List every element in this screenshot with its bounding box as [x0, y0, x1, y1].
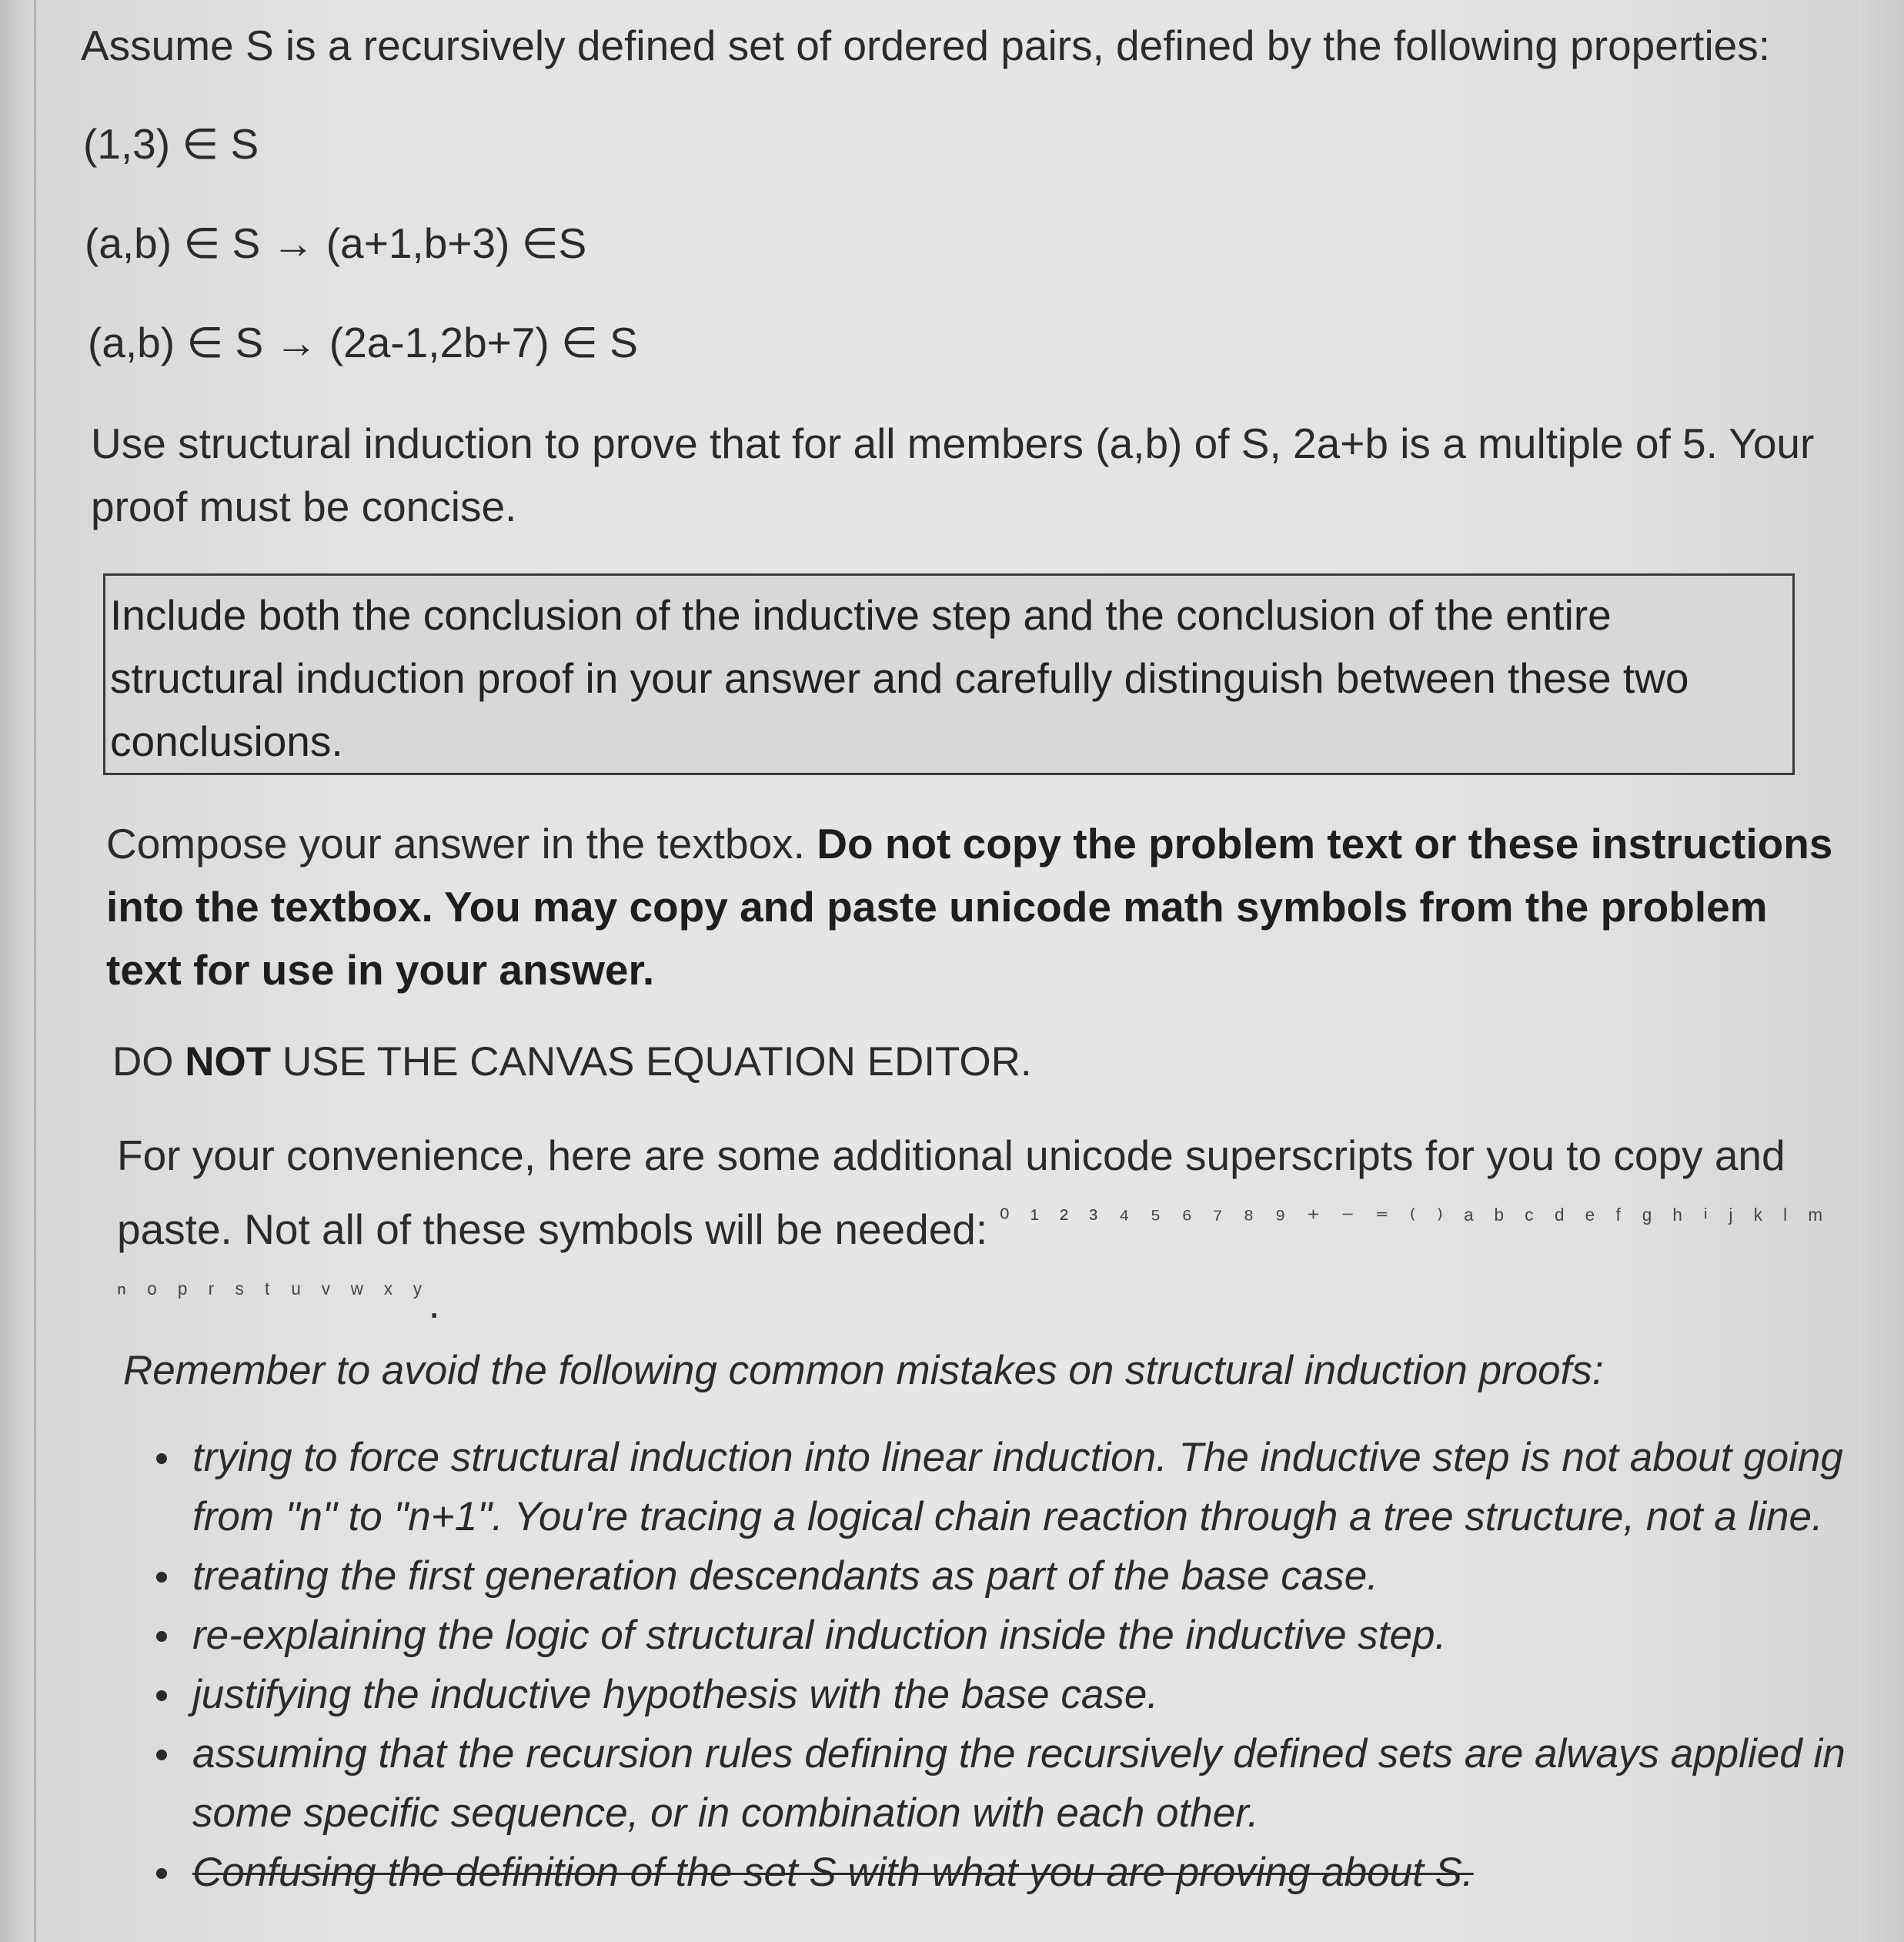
compose-warning: Do not copy the problem text or these instructions into the textbox. You may copy and paste unicode math symbols from the problem text for use in your answer. — [106, 820, 1833, 994]
mistakes-list — [150, 1428, 1859, 1902]
mistake-text: Confusing the definition of the set S with what you are proving about S. — [192, 1850, 1474, 1895]
list-item — [150, 1428, 1859, 1546]
mistake-text: trying to force structural induction into linear induction. The inductive step is not about going from "n" to "n+1". You're tracing a logical chain reaction through a tree structure, not a line. — [192, 1435, 1843, 1539]
warning-post: USE THE CANVAS EQUATION EDITOR. — [271, 1039, 1032, 1085]
superscripts-text: For your convenience, here are some additional unicode superscripts for you to copy and paste. Not all of these symbols will be needed: — [117, 1131, 1785, 1253]
compose-instructions — [106, 812, 1853, 1001]
problem-intro: Assume S is a recursively defined set of ordered pairs, defined by the following properties: — [81, 22, 1771, 69]
bullet-icon — [156, 1572, 167, 1583]
bullet-icon — [156, 1750, 167, 1760]
mistake-text: re-explaining the logic of structural induction inside the inductive step. — [192, 1613, 1447, 1658]
list-item — [150, 1546, 1859, 1606]
mistake-text: justifying the inductive hypothesis with the base case. — [192, 1672, 1159, 1717]
list-item — [150, 1724, 1859, 1843]
question-content — [77, 0, 1855, 1942]
superscripts-end: . — [428, 1279, 440, 1327]
warning-pre: DO — [112, 1039, 185, 1085]
notice-text: Include both the conclusion of the inductive step and the conclusion of the entire structural induction proof in your answer and carefully distinguish between these two conclusions. — [110, 591, 1689, 765]
superscript-symbols[interactable]: ⁰ ¹ ² ³ ⁴ ⁵ ⁶ ⁷ ⁸ ⁹ ⁺ ⁻ ⁼ ⁽ ⁾ ᵃ ᵇ ᶜ ᵈ ᵉ ᶠ ᵍ ʰ ⁱ ʲ ᵏ ˡ ᵐ ⁿ ᵒ ᵖ ʳ ˢ ᵗ ᵘ ᵛ ʷ ˣ ʸ — [117, 1204, 1830, 1306]
superscripts-paragraph — [117, 1124, 1856, 1335]
base-case: (1,3) ∈ S — [83, 120, 259, 168]
bullet-icon — [156, 1868, 167, 1879]
equation-editor-warning — [112, 1031, 1032, 1094]
compose-lead: Compose your answer in the textbox. — [106, 820, 817, 867]
recursive-rule-2: (a,b) ∈ S → (2a-1,2b+7) ∈ S — [88, 319, 638, 366]
recursive-rule-1: (a,b) ∈ S → (a+1,b+3) ∈S — [85, 219, 587, 267]
notice-box — [103, 573, 1795, 775]
bullet-icon — [156, 1453, 167, 1464]
mistake-text: treating the first generation descendants as part of the base case. — [192, 1553, 1378, 1599]
list-item — [150, 1665, 1859, 1724]
bullet-icon — [156, 1690, 167, 1701]
list-item — [150, 1606, 1859, 1665]
mistake-text: assuming that the recursion rules defining the recursively defined sets are always applied in some specific sequence, or in combination with each other. — [192, 1731, 1846, 1836]
warning-not: NOT — [185, 1039, 272, 1085]
task-statement: Use structural induction to prove that for all members (a,b) of S, 2a+b is a multiple of 5. Your proof must be concise. — [91, 419, 1815, 530]
bullet-icon — [156, 1631, 167, 1642]
list-item — [150, 1843, 1859, 1902]
left-bezel — [0, 0, 36, 1942]
right-bezel — [1858, 0, 1904, 1942]
mistakes-heading: Remember to avoid the following common mistakes on structural induction proofs: — [123, 1348, 1604, 1393]
